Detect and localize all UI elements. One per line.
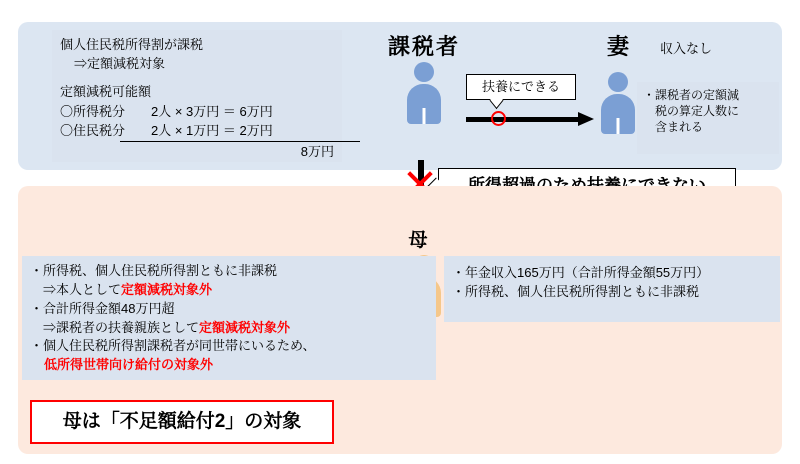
taxpayer-calc-row-resident-tax: 〇住民税分 2人 × 1万円 ＝ 2万円 — [60, 123, 273, 139]
arrow-head — [578, 112, 594, 126]
mother-left-note-box — [22, 256, 436, 380]
mother-right-note-line2: ・所得税、個人住民税所得割ともに非課税 — [452, 283, 700, 299]
mother-note-line5: ・個人住民税所得割課税者が同世帯にいるため、 — [30, 338, 316, 354]
mother-note-line3: ・合計所得金額48万円超 — [30, 300, 175, 316]
wife-person-icon — [595, 72, 641, 134]
mother-note-line2-text: ⇒本人として — [30, 281, 122, 297]
taxpayer-person-icon — [401, 62, 447, 124]
mother-note-line1: ・所得税、個人住民税所得割ともに非課税 — [30, 263, 278, 278]
mother-note-line4-text: ⇒課税者の扶養親族として — [30, 319, 200, 335]
mother-note-line2 — [30, 281, 428, 300]
taxpayer-note-line2: ⇒定額減税対象 — [74, 55, 166, 71]
dependent-allowed-callout: 扶養にできる — [466, 74, 576, 100]
mother-right-note-line1: ・年金収入165万円（合計所得金額55万円） — [452, 265, 710, 280]
red-circle-marker-icon — [491, 111, 506, 126]
conclusion-box: 母は「不足額給付2」の対象 — [30, 400, 334, 444]
taxpayer-calc-title: 定額減税可能額 — [60, 83, 152, 99]
wife-note-box — [637, 82, 779, 154]
mother-note-line4-highlight: 定額減税対象外 — [199, 319, 291, 335]
spacer — [60, 74, 334, 83]
person-leg-split — [617, 118, 620, 134]
taxpayer-note-line1: 個人住民税所得割が課税 — [60, 37, 204, 52]
arrow-shaft — [466, 117, 578, 122]
arrow-to-wife-icon — [466, 112, 594, 126]
mother-note-line4 — [30, 319, 428, 338]
wife-note-line2: 税の算定人数に — [643, 104, 740, 119]
taxpayer-label: 課税者 — [387, 34, 460, 59]
mother-note-line2-highlight: 定額減税対象外 — [121, 281, 213, 297]
wife-label: 妻 — [606, 34, 629, 59]
person-leg-split — [423, 108, 426, 124]
person-head — [608, 72, 628, 92]
person-head — [414, 62, 434, 82]
mother-note-line6-highlight: 低所得世帯向け給付の対象外 — [44, 357, 214, 373]
wife-note-line3: 含まれる — [643, 120, 704, 135]
taxpayer-calc-row-income-tax: 〇所得税分 2人 × 3万円 ＝ 6万円 — [60, 103, 273, 119]
wife-note-line1: ・課税者の定額減 — [643, 88, 740, 102]
taxpayer-note-box — [52, 30, 342, 162]
mother-right-note-box — [444, 256, 780, 322]
wife-income-label: 収入なし — [660, 41, 713, 56]
mother-label: 母 — [408, 230, 428, 251]
taxpayer-calc-total: 8万円 — [120, 141, 360, 162]
